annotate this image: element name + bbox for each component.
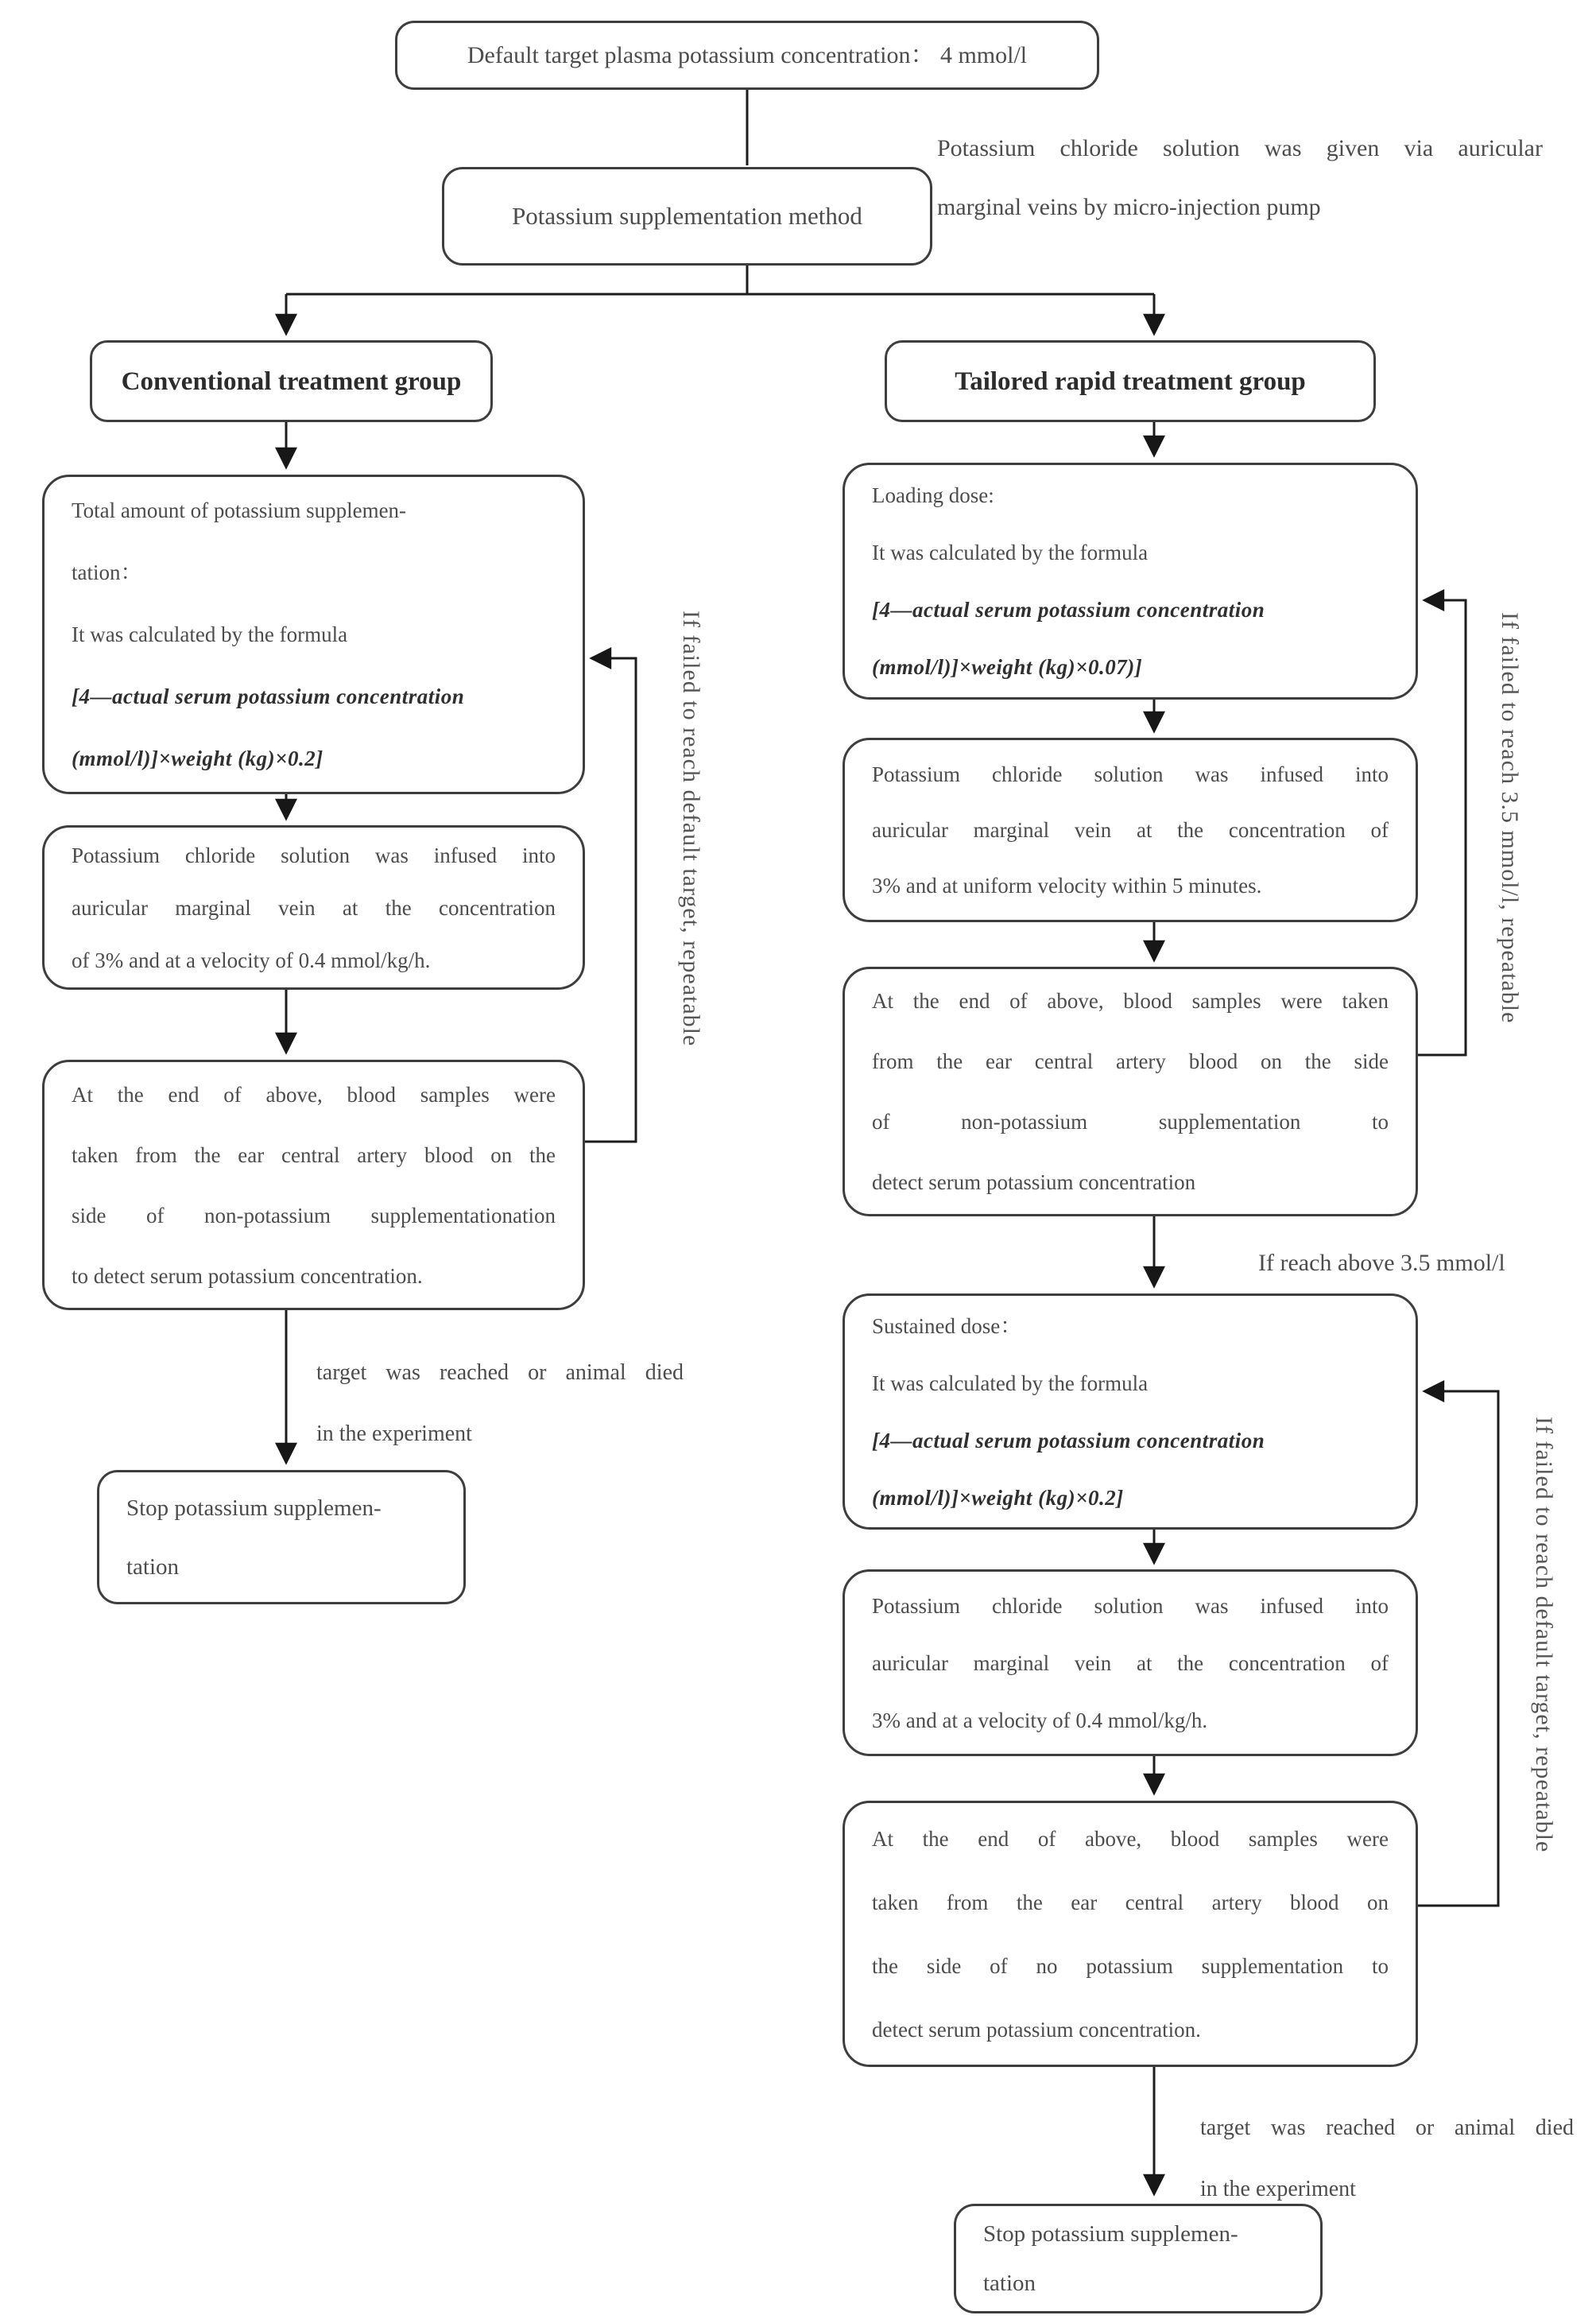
right-branch-header-text: Tailored rapid treatment group [955,366,1306,396]
total-amount-line2: tation： [72,560,142,584]
left-sampling-line3: side of non-potassium supplementationation [72,1203,556,1227]
sustained-dose-formula-line2: (mmol/l)]×weight (kg)×0.2] [872,1485,1124,1510]
left-infusion-line3: of 3% and at a velocity of 0.4 mmol/kg/h. [72,948,431,972]
left-sampling-box [42,1060,585,1310]
total-amount-formula-line1: [4—actual serum potassium concentration [72,684,465,708]
right-stop-condition-line1: target was reached or animal died [1200,2116,1574,2140]
left-stop-line2: tation [126,1553,180,1580]
right-sampling2-line2: taken from the ear central artery blood on [872,1890,1389,1914]
left-infusion-box [42,825,585,990]
left-infusion-line1: Potassium chloride solution was infused into [72,843,556,867]
right-infusion-line1: Potassium chloride solution was infused into [872,1593,1389,1618]
loading-dose-line2: It was calculated by the formula [872,541,1149,564]
loop-right-repeat-2 [1418,1391,1498,1906]
left-infusion-line2: auricular marginal vein at the concentration [72,895,556,920]
right-sampling1-line3: of non-potassium supplementation to [872,1110,1389,1134]
left-stop-line1: Stop potassium supplemen- [126,1495,382,1521]
method-note-line2: marginal veins by micro-injection pump [937,194,1321,220]
method-note-line1: Potassium chloride solution was given via auricular [937,135,1543,161]
right-stop-box [954,2204,1323,2313]
right-sampling-box-2 [843,1801,1418,2067]
sustained-dose-box [843,1293,1418,1530]
right-sampling1-line2: from the ear central artery blood on the side [872,1049,1389,1073]
loop-left-repeat [585,658,636,1142]
right-sampling1-line1: At the end of above, blood samples were taken [872,989,1389,1013]
right-branch-header [885,340,1376,422]
loading-dose-line1: Loading dose: [872,483,994,507]
method-note [937,119,1543,237]
right-infusion-box [843,1569,1418,1756]
total-amount-line3: It was calculated by the formula [72,622,348,646]
default-target-text: Default target plasma potassium concentration： 4 mmol/l [467,41,1028,68]
left-stop-box [97,1470,466,1604]
sustained-dose-formula-line1: [4—actual serum potassium concentration [872,1428,1265,1452]
right-loop-label-2: If failed to reach default target, repeatable [1531,1417,1557,1853]
right-sampling2-line4: detect serum potassium concentration. [872,2017,1201,2042]
method-box [442,167,932,266]
loading-dose-box [843,463,1418,700]
sustained-dose-line1: Sustained dose： [872,1313,1022,1338]
loading-dose-formula-line2: (mmol/l)]×weight (kg)×0.07)] [872,655,1143,679]
sustained-dose-line2: It was calculated by the formula [872,1371,1149,1395]
total-amount-formula-line2: (mmol/l)]×weight (kg)×0.2] [72,747,323,770]
reach-target-label [1258,1245,1576,1282]
bolus-infusion-line1: Potassium chloride solution was infused into [872,762,1389,786]
left-branch-header-text: Conventional treatment group [121,366,462,396]
left-total-amount-box [42,475,585,794]
left-stop-condition-line2: in the experiment [316,1421,472,1446]
right-stop-line1: Stop potassium supplemen- [983,2221,1238,2247]
left-sampling-line4: to detect serum potassium concentration. [72,1263,423,1288]
left-stop-condition [316,1342,684,1464]
right-sampling1-line4: detect serum potassium concentration [872,1170,1196,1194]
right-sampling-box-1 [843,967,1418,1216]
left-sampling-line2: taken from the ear central artery blood on the [72,1142,556,1167]
bolus-infusion-line3: 3% and at uniform velocity within 5 minutes. [872,874,1262,898]
right-stop-condition-line2: in the experiment [1200,2177,1356,2201]
bolus-infusion-box [843,738,1418,922]
loop-right-repeat-1 [1418,600,1466,1055]
left-loop-label: If failed to reach default target, repeatable [678,611,704,1047]
right-sampling2-line1: At the end of above, blood samples were [872,1826,1389,1851]
right-stop-line2: tation [983,2271,1036,2296]
right-sampling2-line3: the side of no potassium supplementation to [872,1953,1389,1978]
left-sampling-line1: At the end of above, blood samples were [72,1082,556,1107]
method-box-text: Potassium supplementation method [512,202,862,230]
right-loop-label-1: If failed to reach 3.5 mmol/l, repeatable [1497,612,1523,1024]
right-infusion-line2: auricular marginal vein at the concentration of [872,1650,1389,1675]
bolus-infusion-line2: auricular marginal vein at the concentration of [872,818,1389,842]
loading-dose-formula-line1: [4—actual serum potassium concentration [872,598,1265,622]
left-stop-condition-line1: target was reached or animal died [316,1360,684,1385]
right-stop-condition [1200,2097,1574,2220]
default-target-box [395,21,1099,90]
right-infusion-line3: 3% and at a velocity of 0.4 mmol/kg/h. [872,1708,1208,1732]
total-amount-line1: Total amount of potassium supplemen- [72,498,407,522]
reach-target-label-text: If reach above 3.5 mmol/l [1258,1250,1505,1276]
left-branch-header [90,340,493,422]
